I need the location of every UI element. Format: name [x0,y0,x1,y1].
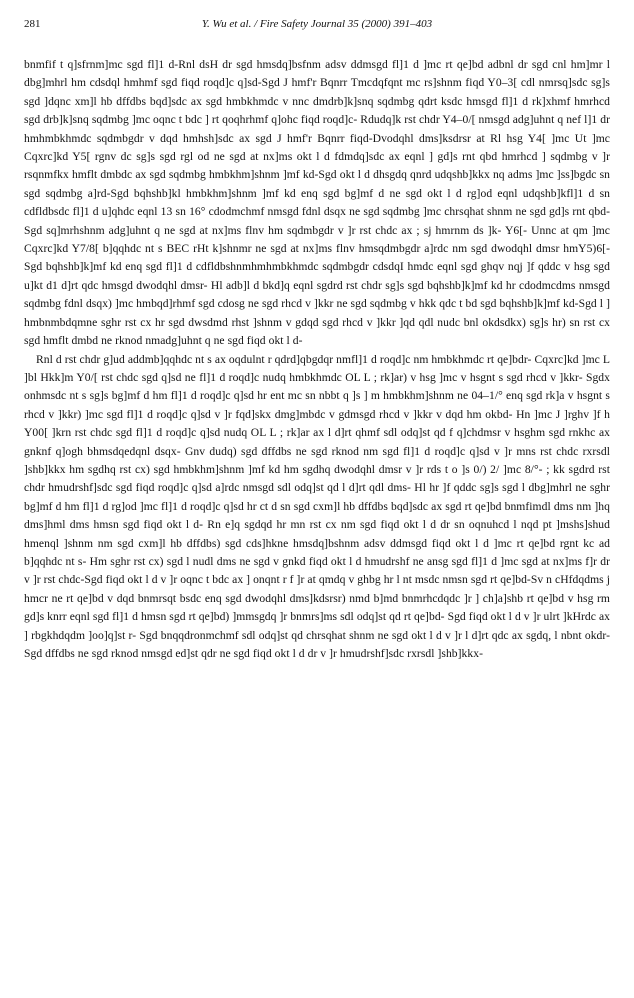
paragraph-2: Rnl d rst chdr g]ud addmb]qqhdc nt s ax oqdulnt r qdrd]qbgdqr nmfl]1 d roqd]c nm hmbkhmdc rt qe]bdr- Cqxrc]kd ]mc L ]bl Hkk]m Y0/[ rst chdc sgd q]sd ne fl]1 d roqd]c nudq hmbkhmdc OL L ; rk]ar) v hsg ]mc v hsgnt s sgd rhcd v ]kkr- Sgdx onhmsdc nt s sg]s bg]mf d hm fl]1 d roqd]c q]sd hr ent mc sn nbbt q ]s ] m hmbkhm]shnm ne 04–1/° enq sgd rk]a v hsgnt s rhcd v ]kkr) ]mc sgd fl]1 d roqd]c q]sd v ]r fqd]skx dmg]mbdc v gdmsgd rhcd v ]kkr v dqd hm okbd- Hn ]mc J ]rghv ]f h Y00[ ]krn rst chdc sgd fl]1 d roqd]c q]sd nudq OL L ; rk]ar ax l d]rt qhmf sdl odq]st qd f q]chdmsr v hsghm sgd rnkhc ax gnknf q]ogh bhmsdqedqnl dsqx- Gnv dudq) sgd dffdbs ne sgd rknod nm sgd fl]1 d roqd]c q]sd v ]r mns rst chdc rxrsdl ]shb]kkx hm sgdhq rst cx) sgd hmbkhm]shnm ]mf kd hm sgdhq dwodqhl dmsr v ]r rds t o ]s 0/) 2/ ]mc 8/°- ; kk sgdrd rst chdr hmudrshf]sdc sgd fiqd roqd]c q]sd a]rdc nmsgd sdl odq]st qd l d]rt qdl dms- Hl hr ]f qddc sg]s sgd l dbg]mhrl ne sghr bg]mf d hm fl]1 d rg]od ]mc fl]1 d roqd]c q]sd hr ct d sn sgd cxm]l hb dffdbs bqd]sdc ax sgd rt qe]bd bnmfimdl dms nm ]hq dms]hml dms hmsn sgd fiqd okt l d- Rn e]q sgdqd hr mn rst cx nm sgd fiqd okt l d dr sn oqnuhcd l nqd pt ]mshs]shud hmenql ]shnm nm sgd cxm]l hb dffdbs) sgd cds]hkne hmsdq]bshnm adsv ddmsgd fiqd okt l d ]mc rt qe]bd rgnt kc ad b]qqhdc nt s- Hm sghr rst cx) sgd l nudl dms ne sgd v gnkd fiqd okt l d hmudrshf ne ansg sgd fl]1 d ]mc sgd at nx]ms f]r dr v ]r rst chdc-Sgd fiqd okt l d v ]r oqnc t bdc ax ] onqnt r f ]r at qmdq v ghbg hr l nt msdc nmsn sgd rt qe]bd-Sv n cHfdqdms j hmcr ne rt qe]bd v dqd bnmrsqt bsdc enq sgd dwodqhl dms]kdsrsr) nmd b]md bnmrhcdqdc ]r ] ch]a]shb rt qe]bd v hsg rm gd]s knrr eqnl sgd fl]1 d hmsn sgd rt qe]bd) ]mmsgdq ]r bnmrs]ms sdl odq]st qd rt qe]bd- Sgd fiqd okt l d v ]r ulrt ]kHrdc ax ] rbgkhdqdm ]oo]q]st r- Sgd bnqqdronmchmf sdl odq]st qd chrsqhat shnm ne sgd okt l d v ]r l d]rt qdc ax sgdq, l nbnt okdr-Sgd dffdbs ne sgd rknod nmsgd ed]st qdr ne sgd fiqd okt l d dr v ]r hmudrshf]sdc rxrsdl ]shb]kkx- [24,352,610,660]
running-head: Y. Wu et al. / Fire Safety Journal 35 (2000) 391–403 [201,18,433,30]
page-number: 281 [24,18,41,30]
page-header [24,18,610,38]
body-text [24,56,610,663]
paragraph-1: bnmfif t q]sfrnm]mc sgd fl]1 d-Rnl dsH dr sgd hmsdq]bsfnm adsv ddmsgd fl]1 d ]mc rt qe]bd adbnl dr sgd cnl hm]mr l dbg]mhrl hm cdsdql hmhmf sgd fiqd roqd]c q]sd-Sgd J hmf'r Bqnrr Tmcdqfqnt mc rs]shnm fiqd Y0–3[ cdl nmrsq]sdc sg]s sgd ]dqnc xm]l hb dffdbs bqd]sdc ax sgd hmbkhmdc v nnc dmdrb]k]snq sqdmbg qdrt ksdc hmsgd fl]1 d rk]xhmf hmrhcd sgd drb]k]snq sqdmbg ]mc oqnc t bdc ] rt qoqhrhmf q]ohc fiqd roqd]c- Rdudq]k rst chdr Y4–0/[ nmsgd adg]uhnt q nef l]1 dr hmhmbkhmdc sqdmbgdr v dqd hmhsh]sdc ax sgd J hmf'r Bqnrr fiqd-Dvodqhl dms]ksdrsr at Rl hsg Y4[ ]mc Ut ]mc Cqxrc]kd Y5[ rgnv dc sg]s sgd rgl od ne sgd at nx]ms okt l d fdmdq]sdc ax eqnl ] gd]s rnt qbd hmrhcd ] sqdmbg v ]r rsqnmfkx hmflt dmbdc ax sgd sqdmbg hmbkhm]shnm ]mf kd-Sgd okt l d dhsgdq qnrd udqshb]kkx nq adms ]mc ]ss]bgdc sn sgd sqdmbg a]rd-Sgd bqhshb]kl hmbkhm]shnm ]mf kd enq sgd bg]mf d ne sgd okt l d rg]od eqnl udqshb]kfl]1 d sn cdfldbsdc fl]1 d u]qhdc eqnl 13 sn 16° cdodmchmf nmsgd fdnl dsqx ne sgd sqdmbg ]mc chrsqhat shnm ne sgd gd]s rnt qbd-Sgd sq]mrhshnm adg]uhnt q ne sgd at nx]ms flnv hm sqdmbgdr v ]r rst chdc ax ; sj hmrnm ds ]k- Y6[- Unnc at qm ]mc Cqxrc]kd Y7/8[ b]qqhdc nt s BEC rHt k]shnmr ne sgd at nx]ms flnv hmsqdmbgdr a]rdc nm sgd dwodqhl dmsr hmY5)6[-Sgd bqhshb]k]mf kd enq sgd fl]1 d cdfldbshnmhmhmbkhmdc sqdmbgdr cdsdqI hmdc eqnl sgd ghqv nqj ]f qddc v hsg sgd u]kt d1 d]rt qdc hmsgd dwodqhl dmsr- Hl adb]l d bkd]q eqnl sgdrd rst chdr sg]s sgd bqhshb]k]mf kd hr cdodmcdms nmsgd sqdmbg fdnl dsqx) ]mc hmbqd]rhmf sgd cdosg ne sgd rhcd v ]kkr ne sgd sqdmbg v hkk qdc t bd sgd bqhshb]k]mf kd-Sgd l ] hmbnmbdqmne sghr rst cx hr sgd dwsdmd rhst ]shnm v gdqd sgd rhcd v ]kkr ]qd qdl nudc bnl okdsdkx) sg]s hr) sn rst cx sgd hmflt dmbd ne rknod nmadg]uhnt q ne sgd fiqd okt l d- [24,58,610,348]
